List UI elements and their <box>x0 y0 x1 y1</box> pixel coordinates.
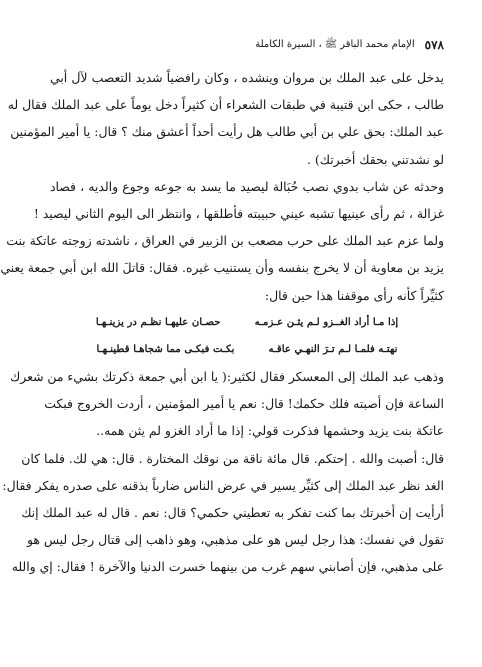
poem-verse <box>50 309 444 336</box>
text-line: لو نشدتني بحقك أخبرتك) . <box>307 151 444 167</box>
text-line: يدخل على عبد الملك بن مروان وينشده ، وكان رافضياً شديد التعصب لآل أبي <box>50 70 444 85</box>
text-line: أرأيت إن أخبرتك بما كنت تفكر به تعطيني حكمي؟ قال: نعم . قال له عبد الملك إنك <box>21 505 444 520</box>
text-line: قال: أصبت والله . إحتكم. قال مائة ناقة من نوقك المختارة . قال: هي لك. فلما كان <box>21 450 444 466</box>
text-line: تقول في نفسك: هذا رجل ليس هو على مذهبي، وهو ذاهب إلى قتال رجل ليس هو <box>27 532 444 548</box>
text-line: يزيد بن معاوية أن لا يخرج بنفسه وأن يستنيب غيره. فقال: قاتلَ الله ابن أبي جمعة يعني <box>0 260 444 276</box>
text-line: وحدثه عن شاب بدوي نصب حُبَالة ليصيد ما يسد به جوعه وجوع والديه ، فصاد <box>50 178 444 194</box>
text-line: ولما عزم عبد الملك على حرب مصعب بن الزبير في العراق ، ناشدته زوجته عاتكة بنت <box>6 233 444 249</box>
verse-first-hemistich: إذا مـا أراد الغــزو لـم يثـن عـزمـه <box>254 315 399 328</box>
text-line: الساعة فإن أصبته فلك حكمك! قال: نعم يا أمير المؤمنين ، أردت الخروج فبكت <box>44 396 444 412</box>
text-line: الغد نظر عبد الملك إلى كثيِّر يسير في عرض الناس ضارباً بذقنه على صدره يفكر فقال: <box>2 477 444 493</box>
running-header <box>50 36 444 54</box>
book-title: الإمام محمد الباقر ﷺ ، السيرة الكاملة <box>255 39 415 50</box>
verse-second-hemistich: حصـان عليهـا نظـم در يزينـهـا <box>95 315 221 328</box>
text-line: كثيِّراً كأنه رأى موقفنا هذا حين قال: <box>264 287 444 303</box>
text-line: طالب ، حكى ابن قتيبة في طبقات الشعراء أن كثيراً دخل يوماً على عبد الملك فقال له <box>7 97 444 113</box>
text-line: على مذهبي، فإن أصابني سهم غرب من بينهما خسرت الدنيا والآخرة ! فقال: إي والله <box>11 559 444 575</box>
body-text <box>0 64 444 581</box>
verse-first-hemistich: نهتـه فلمـا لـم تـرَ النهـي عاقـه <box>268 342 398 355</box>
text-line: عاتكة بنت يزيد وحشمها فذكرت قولي: إذا ما أراد الغزو لم يثن همه.. <box>96 423 444 439</box>
page-number: ٥٧٨ <box>424 38 444 52</box>
text-line: وذهب عبد الملك إلى المعسكر فقال لكثير:( يا ابن أبي جمعة ذكرتك بشيء من شعرك <box>10 369 444 385</box>
text-line: عبد الملك: بحق علي بن أبي طالب هل رأيت أحداً أعشق منك ؟ قال: يا أمير المؤمنين <box>10 124 444 140</box>
poem-verse <box>50 336 444 363</box>
verse-second-hemistich: بكـت فبكـى مما شجاهـا قطينـهـا <box>96 342 235 355</box>
text-line: غزالة ، ثم رأى عينيها تشبه عيني حبيبته فأطلقها ، وانتظر الى اليوم الثاني ليصيد ! <box>33 205 444 221</box>
